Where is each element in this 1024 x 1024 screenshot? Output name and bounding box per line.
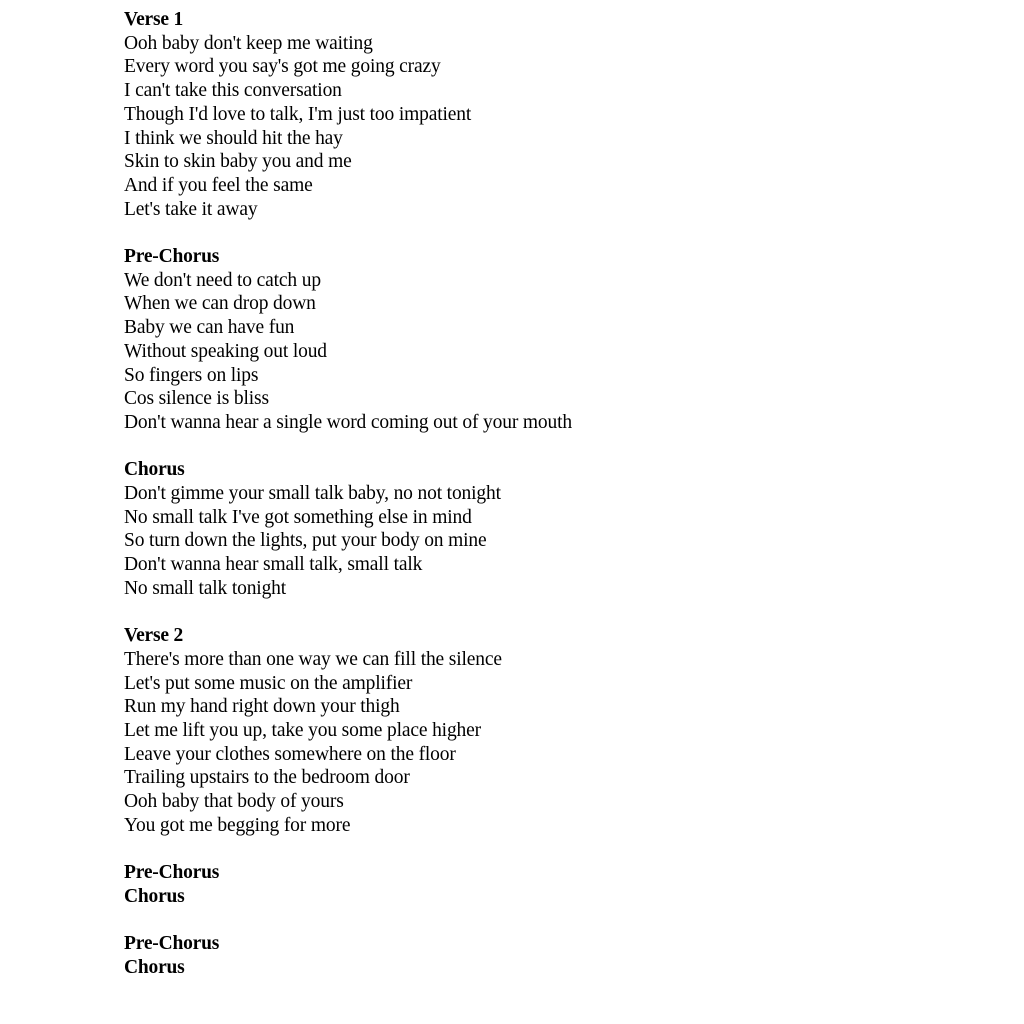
lyric-line: Run my hand right down your thigh bbox=[124, 696, 400, 718]
lyric-line: There's more than one way we can fill the silence bbox=[124, 648, 502, 670]
lyric-line: No small talk I've got something else in mind bbox=[124, 506, 472, 528]
lyric-line: Skin to skin baby you and me bbox=[124, 151, 352, 173]
section-chorus bbox=[124, 458, 1004, 600]
section-verse-2 bbox=[124, 624, 1004, 837]
lyric-line: Every word you say's got me going crazy bbox=[124, 56, 441, 78]
lyric-line: Let's take it away bbox=[124, 198, 258, 220]
lyric-line: No small talk tonight bbox=[124, 577, 287, 599]
lyric-line: Cos silence is bliss bbox=[124, 388, 269, 410]
section-repeat-2 bbox=[124, 932, 1004, 979]
lyric-line: Don't wanna hear a single word coming out of your mouth bbox=[124, 411, 573, 433]
section-repeat-1 bbox=[124, 861, 1004, 908]
lyric-line: Ooh baby don't keep me waiting bbox=[124, 32, 373, 54]
lyric-line: Leave your clothes somewhere on the floor bbox=[124, 743, 456, 765]
lyric-line: Don't wanna hear small talk, small talk bbox=[124, 554, 423, 576]
lyric-line: So fingers on lips bbox=[124, 364, 259, 386]
lyric-line: Baby we can have fun bbox=[124, 317, 295, 339]
lyric-line: I can't take this conversation bbox=[124, 80, 342, 102]
lyric-line: I think we should hit the hay bbox=[124, 127, 343, 149]
section-pre-chorus bbox=[124, 245, 1004, 435]
section-heading: Pre-Chorus bbox=[124, 246, 220, 268]
lyric-line: Ooh baby that body of yours bbox=[124, 791, 344, 813]
section-heading: Chorus bbox=[124, 885, 185, 907]
lyric-line: Though I'd love to talk, I'm just too impatient bbox=[124, 103, 472, 125]
lyric-line: We don't need to catch up bbox=[124, 269, 321, 291]
section-heading: Chorus bbox=[124, 957, 185, 979]
section-heading: Chorus bbox=[124, 459, 185, 481]
lyric-line: Let's put some music on the amplifier bbox=[124, 672, 413, 694]
lyric-line: Don't gimme your small talk baby, no not tonight bbox=[124, 483, 501, 505]
lyric-line: Let me lift you up, take you some place higher bbox=[124, 720, 481, 742]
lyrics-document bbox=[124, 8, 1004, 1003]
lyric-line: You got me begging for more bbox=[124, 814, 351, 836]
section-heading: Verse 1 bbox=[124, 9, 184, 30]
section-verse-1 bbox=[124, 8, 1004, 221]
lyric-line: Trailing upstairs to the bedroom door bbox=[124, 767, 410, 789]
lyric-line: When we can drop down bbox=[124, 293, 316, 315]
section-heading: Verse 2 bbox=[124, 625, 184, 647]
section-heading: Pre-Chorus bbox=[124, 933, 220, 955]
lyric-line: Without speaking out loud bbox=[124, 340, 327, 362]
lyric-line: So turn down the lights, put your body on mine bbox=[124, 530, 487, 552]
lyric-line: And if you feel the same bbox=[124, 174, 313, 196]
section-heading: Pre-Chorus bbox=[124, 862, 220, 884]
